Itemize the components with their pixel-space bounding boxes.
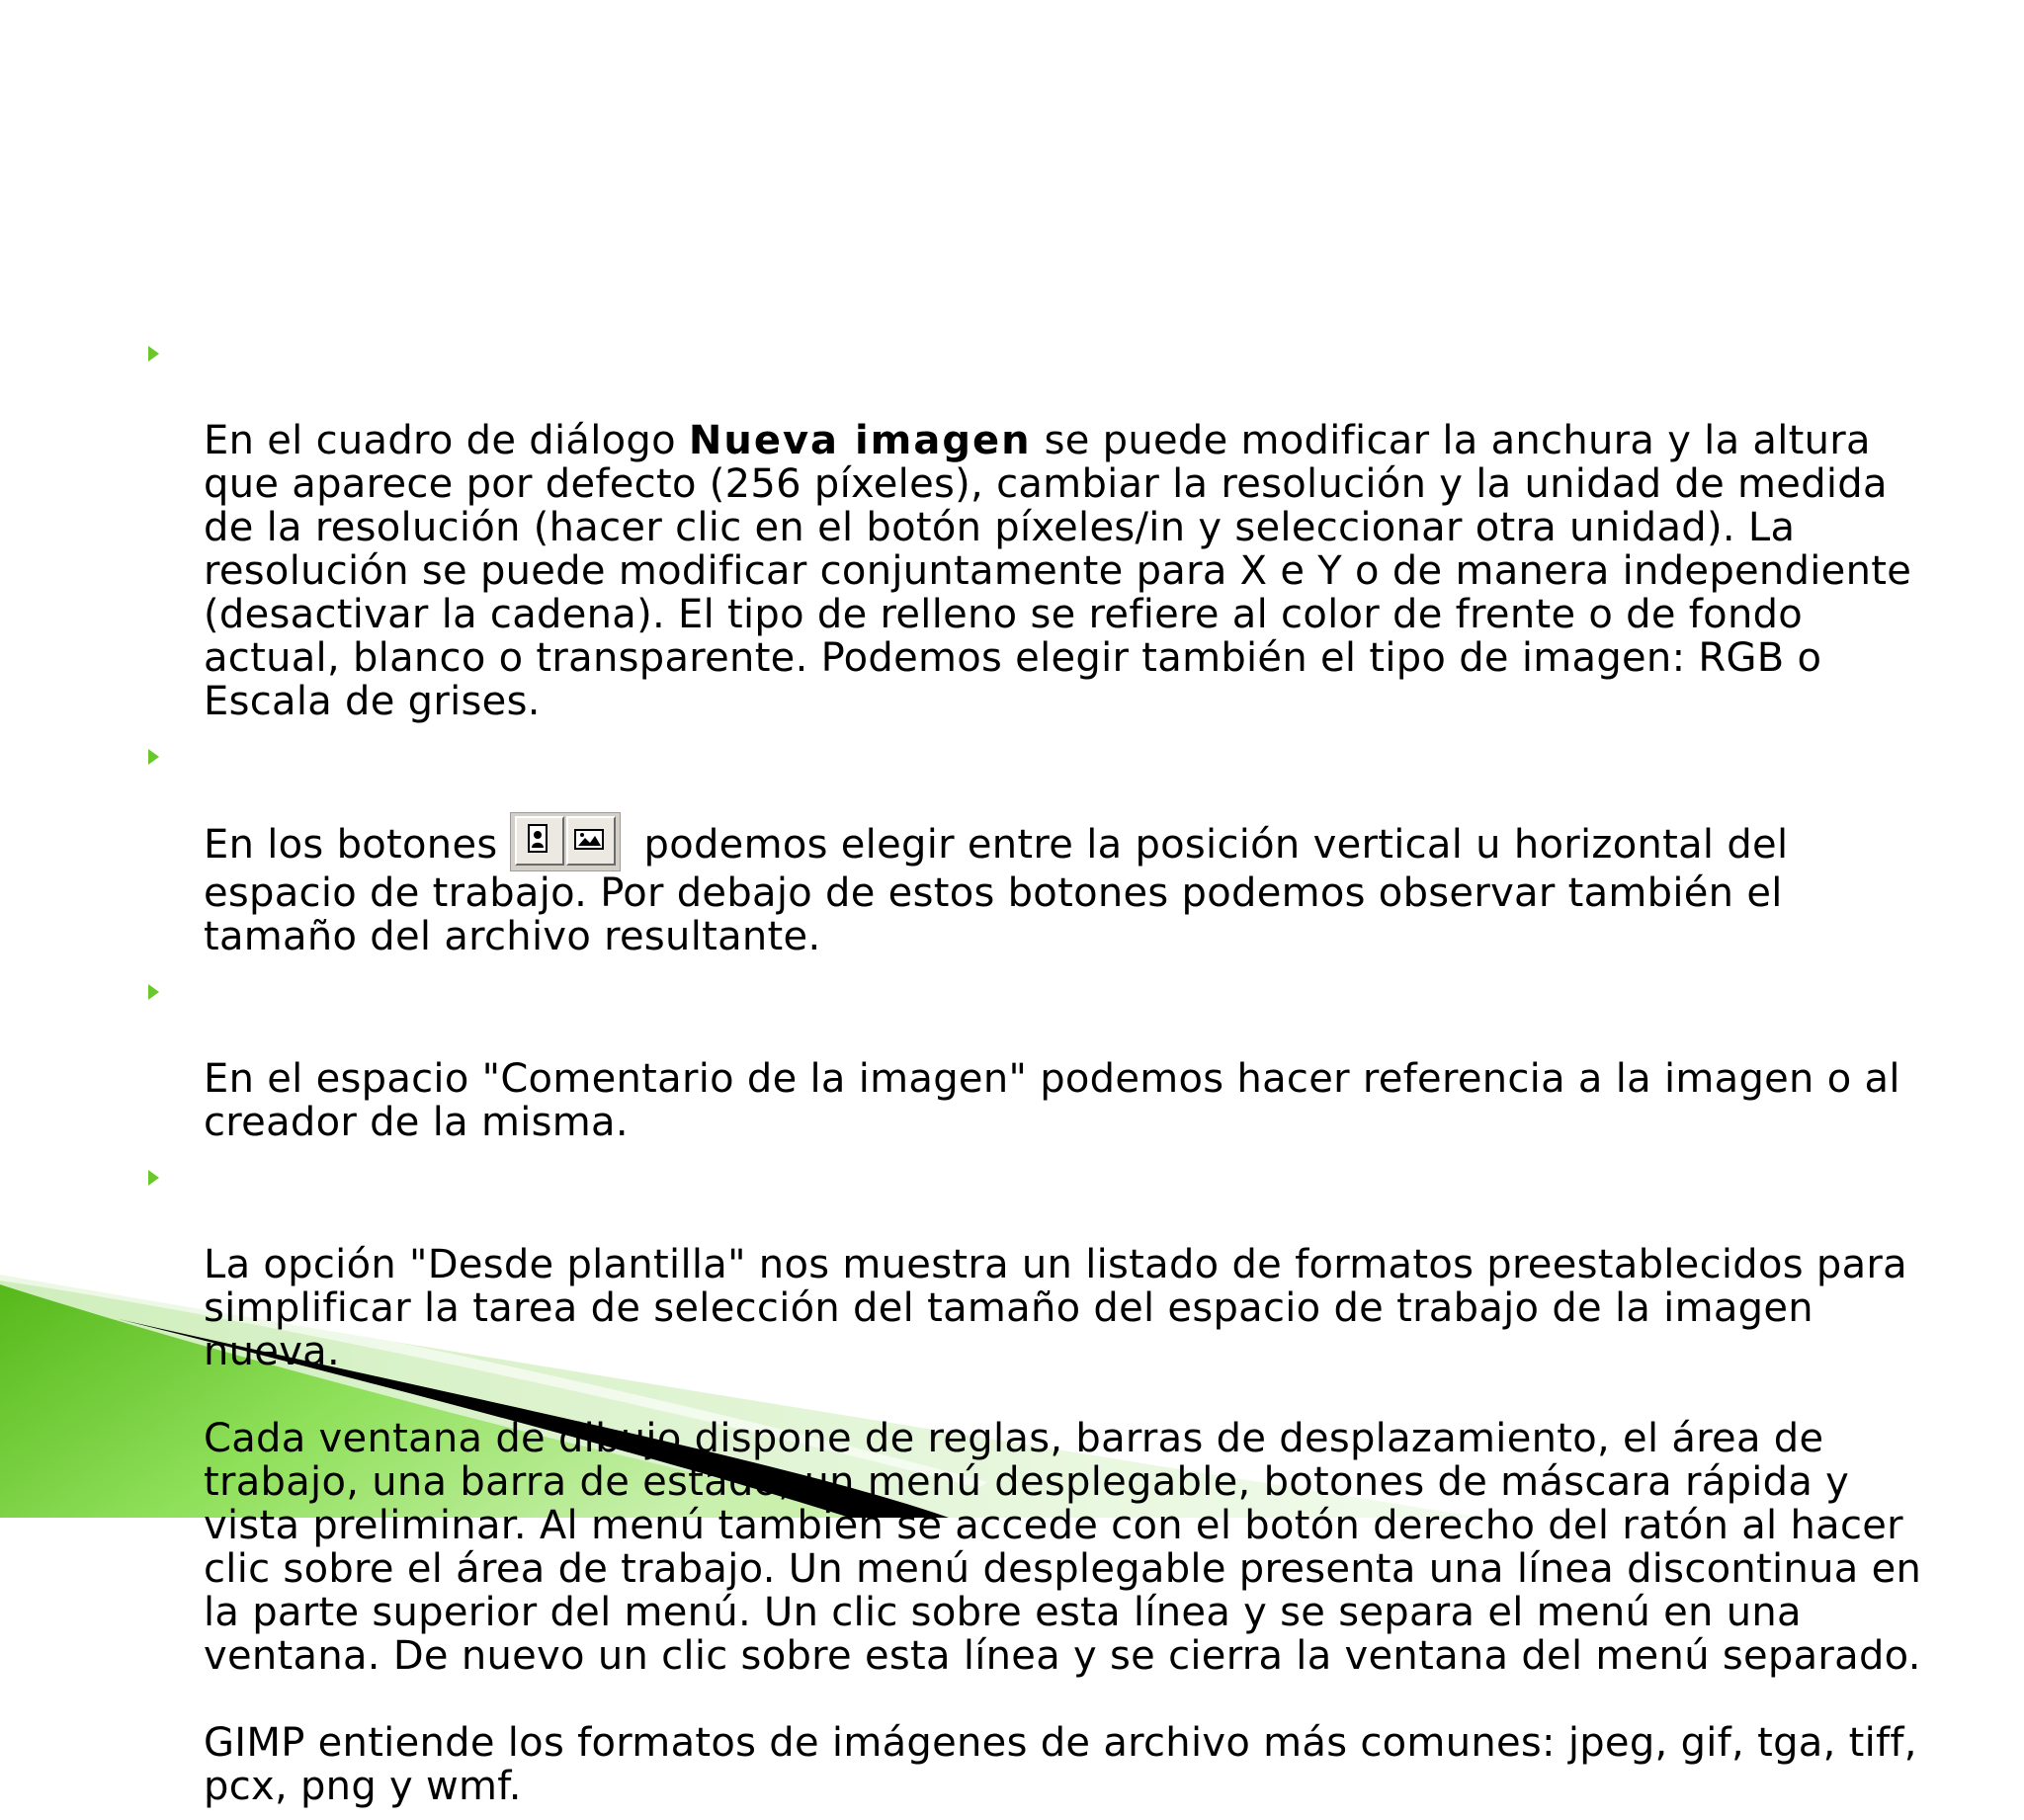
bullet-arrow-icon [148, 1170, 159, 1186]
bullet-list [148, 332, 1947, 1808]
bullet-text-body: se puede modificar la anchura y la altura que aparece por defecto (256 píxeles), cambiar la resolución y la unidad de medida de la resolución (hacer clic en el botón píxeles/in y seleccionar otra unidad). La resolución se puede modificar conjuntamente para X e Y o de manera independiente (desactivar la cadena). El tipo de relleno se refiere al color de frente o de fondo actual, blanco o transparente. Podemos elegir también el tipo de imagen: RGB o Escala de grises. [204, 418, 1912, 724]
bullet-item-comentario [148, 970, 1947, 1144]
bullet-text-intro: En los botones [204, 822, 498, 868]
portrait-orientation-icon [515, 816, 564, 866]
bullet-arrow-icon [148, 749, 159, 765]
bullet-text-body: podemos elegir entre la posición vertical u horizontal del espacio de trabajo. Por debajo de estos botones podemos observar también el tamaño del archivo resultante. [204, 822, 1789, 959]
bullet-text: La opción "Desde plantilla" nos muestra un listado de formatos preestablecidos para simplificar la tarea de selección del tamaño del espacio de trabajo de la imagen nueva. [204, 1242, 1907, 1374]
bullet-item-plantilla [148, 1156, 1947, 1808]
orientation-buttons-image [510, 812, 621, 871]
bullet-text-intro: En el cuadro de diálogo [204, 418, 689, 463]
bullet-arrow-icon [148, 984, 159, 1000]
landscape-orientation-icon [566, 816, 616, 866]
bullet-text: En el espacio "Comentario de la imagen" podemos hacer referencia a la imagen o al creador de la misma. [204, 1056, 1900, 1145]
bullet-arrow-icon [148, 346, 159, 362]
slide-content [148, 332, 1947, 1820]
bullet-text-ventana: Cada ventana de dibujo dispone de reglas, barras de desplazamiento, el área de trabajo, una barra de estado, un menú desplegable, botones de máscara rápida y vista preliminar. Al menú también se accede con el botón derecho del ratón al hacer clic sobre el área de trabajo. Un menú desplegable presenta una línea discontinua en la parte superior del menú. Un clic sobre esta línea y se separa el menú en una ventana. De nuevo un clic sobre esta línea y se cierra la ventana del menú separado. [204, 1416, 1922, 1679]
bullet-text-formatos: GIMP entiende los formatos de imágenes de archivo más comunes: jpeg, gif, tga, tiff, pcx, png y wmf. [204, 1720, 1917, 1809]
bullet-item-botones [148, 735, 1947, 958]
bullet-item-nueva-imagen [148, 332, 1947, 723]
dialog-name: Nueva imagen [688, 418, 1032, 463]
